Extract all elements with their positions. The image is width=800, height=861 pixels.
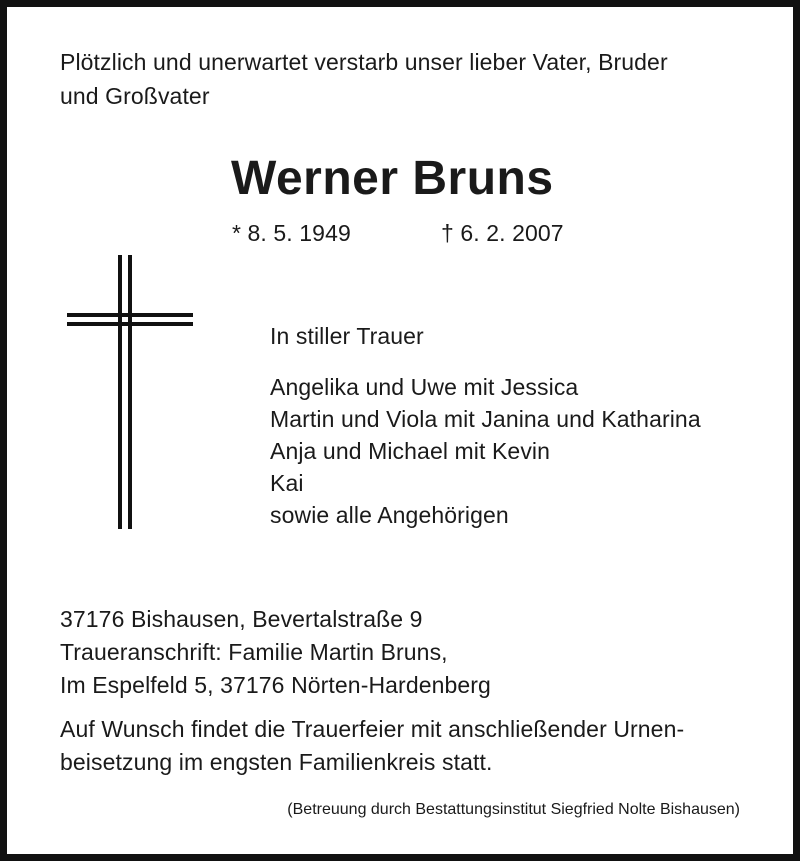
funeral-home-credit: (Betreuung durch Bestattungsinstitut Siegfried Nolte Bishausen): [287, 801, 740, 818]
intro-line-2: und Großvater: [60, 83, 210, 109]
birth-date: * 8. 5. 1949: [232, 220, 351, 246]
notice-line: beisetzung im engsten Familienkreis statt.: [60, 749, 493, 775]
address-line: 37176 Bishausen, Bevertalstraße 9: [60, 606, 423, 632]
intro-line-1: Plötzlich und unerwartet verstarb unser lieber Vater, Bruder: [60, 49, 668, 75]
deceased-name: Werner Bruns: [231, 152, 554, 205]
death-date: † 6. 2. 2007: [441, 220, 564, 246]
mourner-line: sowie alle Angehörigen: [270, 502, 509, 528]
mourner-line: Anja und Michael mit Kevin: [270, 438, 551, 464]
mourner-line: Angelika und Uwe mit Jessica: [270, 374, 579, 400]
mourner-line: Martin und Viola mit Janina und Katharina: [270, 406, 701, 432]
address-line: Traueranschrift: Familie Martin Bruns,: [60, 639, 448, 665]
address-line: Im Espelfeld 5, 37176 Nörten-Hardenberg: [60, 672, 491, 698]
mourning-heading: In stiller Trauer: [270, 323, 424, 349]
mourner-line: Kai: [270, 470, 304, 496]
notice-line: Auf Wunsch findet die Trauerfeier mit anschließender Urnen-: [60, 716, 685, 742]
cross-icon: [67, 255, 193, 529]
